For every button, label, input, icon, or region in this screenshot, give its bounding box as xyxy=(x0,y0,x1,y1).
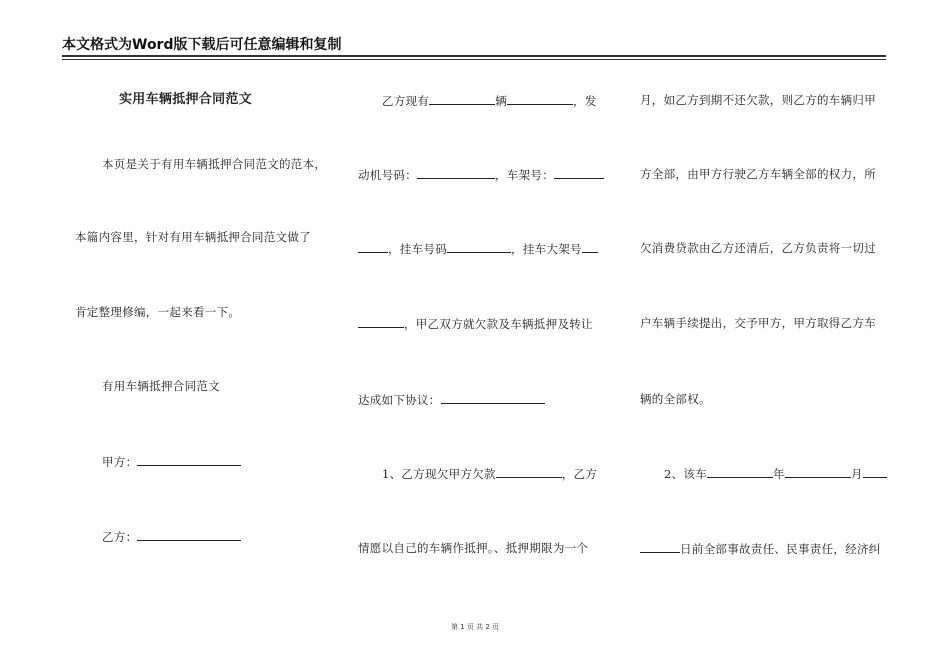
party-b-label: 乙方： xyxy=(102,530,138,544)
text-segment: ，发 xyxy=(573,94,597,108)
trailer-number-blank xyxy=(447,241,511,253)
text-segment: 动机号码： xyxy=(358,168,417,182)
month-blank xyxy=(785,466,851,478)
col3-line-7 xyxy=(640,541,885,556)
col3-line-4: 户车辆手续提出，交予甲方，甲方取得乙方车 xyxy=(640,316,876,330)
col2-line-4 xyxy=(358,316,603,331)
party-b-line xyxy=(102,529,347,544)
document-header: 本文格式为Word版下载后可任意编辑和复制 xyxy=(62,37,342,53)
text-segment: 年 xyxy=(773,467,785,481)
text-segment: ，挂车大架号 xyxy=(511,242,582,256)
col3-line-2: 方全部，由甲方行驶乙方车辆全部的权力，所 xyxy=(640,167,876,181)
text-segment: 达成如下协议： xyxy=(358,393,441,407)
day-cont-blank xyxy=(640,541,680,553)
col2-line-1 xyxy=(382,93,627,108)
vehicle-model-blank xyxy=(507,93,573,105)
text-segment: 月 xyxy=(850,467,863,481)
document-title: 实用车辆抵押合同范文 xyxy=(119,92,253,107)
col3-line-5: 辆的全部权。 xyxy=(640,392,711,406)
frame-number-blank xyxy=(554,167,604,179)
column-1 xyxy=(75,0,327,620)
party-a-label: 甲方： xyxy=(102,455,138,469)
text-segment: ，车架号： xyxy=(495,168,554,182)
debt-amount-blank xyxy=(496,466,562,478)
text-segment: ，甲乙双方就欠款及车辆抵押及转让 xyxy=(404,317,593,331)
col2-line-5 xyxy=(358,392,603,407)
intro-line-1: 本页是关于有用车辆抵押合同范文的范本， xyxy=(102,157,327,171)
year-blank xyxy=(707,466,773,478)
trailer-frame-blank xyxy=(582,241,598,253)
intro-line-3: 肯定整理修编，一起来看一下。 xyxy=(75,305,241,319)
engine-number-blank xyxy=(417,167,495,179)
column-3 xyxy=(640,0,885,620)
col3-line-6 xyxy=(664,466,909,481)
party-b-blank xyxy=(137,529,241,541)
col2-line-6 xyxy=(382,466,627,481)
text-segment: ，乙方 xyxy=(561,467,598,481)
col2-line-7: 情愿以自己的车辆作抵押。、抵押期限为一个 xyxy=(358,541,589,555)
col2-line-3 xyxy=(358,241,603,256)
party-a-blank xyxy=(137,454,241,466)
col3-line-3: 欠消费贷款由乙方还清后，乙方负责将一切过 xyxy=(640,241,876,255)
frame-number-cont-blank xyxy=(358,241,388,253)
day-blank xyxy=(863,466,887,478)
text-segment: 乙方现有 xyxy=(382,94,430,108)
col2-line-2 xyxy=(358,167,603,182)
page-number: 第 1 页 共 2 页 xyxy=(450,623,500,631)
agreement-blank xyxy=(441,392,545,404)
section-subtitle: 有用车辆抵押合同范文 xyxy=(102,379,220,393)
vehicle-count-blank xyxy=(429,93,495,105)
column-2 xyxy=(358,0,603,620)
trailer-frame-cont-blank xyxy=(358,316,404,328)
party-a-line xyxy=(102,454,347,469)
text-segment: 2、该车 xyxy=(664,467,708,481)
intro-line-2: 本篇内容里，针对有用车辆抵押合同范文做了 xyxy=(75,230,311,244)
col3-line-1: 月，如乙方到期不还欠款，则乙方的车辆归甲 xyxy=(640,93,876,107)
text-segment: 辆 xyxy=(495,94,508,108)
text-segment: 1、乙方现欠甲方欠款 xyxy=(382,467,496,481)
text-segment: ，挂车号码 xyxy=(388,242,447,256)
text-segment: 日前全部事故责任、民事责任，经济纠 xyxy=(680,542,881,556)
